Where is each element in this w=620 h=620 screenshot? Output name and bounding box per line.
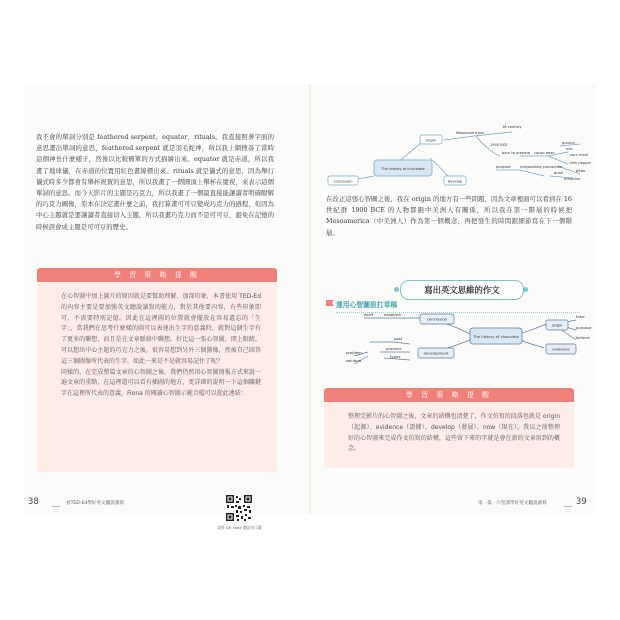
mind-map-node: solution <box>346 358 362 363</box>
mind-map-node: establish <box>384 312 402 317</box>
mind-map-node: origin <box>551 322 563 328</box>
mind-map-node: develop <box>447 179 463 184</box>
tip-text: 整理完影片的心智圖之後，文章的結構也清楚了，作文仿寫的段落也就是 origin（起源）、evidence（證據）、develop（發展）、now（現在）。我以之前整理好的心智圖來完成作文仿寫的結構，這些留下來的字就是會在新的文章用到的概念。 <box>348 413 560 453</box>
mind-map-node: origin <box>425 138 437 143</box>
mind-map-node: development <box>423 350 449 356</box>
mind-map-node: 16 century <box>502 125 522 129</box>
mind-map-node: 1900 BCE <box>490 143 508 147</box>
footer-divider <box>52 506 60 507</box>
section-title-dot <box>394 287 399 292</box>
mind-map-node: produce <box>386 346 402 351</box>
mind-map-node: types <box>390 354 401 359</box>
right-body-paragraph: 在改正這張心智圖之後，我在 origin 的地方有一些問題，因為文章裡面可以看到在 16 世紀群 1900 BCE 的人物都跟中美洲人有關係，所以我在第一階層的時候把 Mesoamerica（中美洲人）作為第一個概念，再把發生的時間跟細節寫在下一個階層。 <box>326 195 572 237</box>
book-spread <box>24 84 596 530</box>
page-number-right: 39 <box>576 496 587 506</box>
mind-map-node: mix <box>566 147 573 151</box>
mind-map-node: believe <box>576 335 590 340</box>
mind-map-node: conclusion <box>426 316 448 322</box>
mind-map-node: past <box>394 336 403 341</box>
ribbon-icon <box>326 299 334 307</box>
mind-map-node: medicine <box>564 177 581 181</box>
mind-map-node: purpose <box>576 325 592 330</box>
left-page <box>24 84 304 530</box>
mind-map-node: cacao bean <box>534 151 555 155</box>
qr-caption: 請掃 QR code 聽語音示範 <box>217 525 262 530</box>
mind-map-node: ground <box>562 141 575 145</box>
footer-title-right: 第一篇 ‧ 六堂課學好英文聽說讀寫 <box>478 501 547 506</box>
book-gutter <box>309 84 311 514</box>
mind-map-center-label: The history of chocolate <box>381 167 425 171</box>
mind-map-node: drink <box>554 171 564 175</box>
mind-map-node: bitter <box>576 169 586 173</box>
mind-map-node: Mesoamericans <box>456 131 485 135</box>
qr-code-icon[interactable] <box>225 494 253 522</box>
mind-map-node: invigorating concoction <box>520 165 563 169</box>
footer-title-left: 看TED-Ed學好英文聽說讀寫 <box>66 501 125 506</box>
mind-map-node: corn meal <box>570 153 588 157</box>
learning-tip-box <box>324 388 574 468</box>
section-title: 寫出英文思維的作文 <box>400 280 524 300</box>
mind-map-node: problem <box>346 350 362 355</box>
mind-map-center-label: The history of chocolate <box>473 334 519 339</box>
mind-map-node: evidence <box>552 346 570 352</box>
tip-text: 在心智圖中加上圖片的原因就是要幫助理解、加深印象，本書使用 TED-Ed 的內容主要是要加強英文聽說讀寫的能力，對於其他要內容，有些印象即可，不需要特別記憶。因此在這裡圖的位置就會擺放在容易遺忘的「生字」，當我們在思考什麼樣的圖可以表達出生字的意義時，就對這個生字有了更多的聯想，而且是在文章脈絡中聯想。好比這一張心智圖，閉上眼睛，可以想出中心主題的巧克力之後，很容易想到另外三個圖像，然後自己回答這三個圖像所代表的生字，如此一來是不是就容易記住了呢？ 同樣的，在完成整篇文章的心智圖之後，我們仍然用心智圖簡報方式來說一遍文章的重點，在這裡還可以看有插圖的地方，更詳細的說明一下這個關鍵字在這裡所代表的意義，Fiona 的閱讀心智圖示範音檔可以從此連結： <box>61 293 261 398</box>
mind-map-node: born to prepare <box>502 151 531 155</box>
mind-map-diagram-bottom <box>324 312 596 378</box>
left-body-paragraph: 我不會的單詞分別是 feathered serpent、equator、rituals。我直接照著字面的意思畫出單詞的意思，feathered serpent 就是羽毛蛇神，所以我上網搜尋了當時這個神長什麼樣子，然後以比較簡單的方式描繪出來。equator 就是赤道，所以我畫了地球儀，在赤道的位置用紅色畫線標出來。rituals 就是儀式的意思，因為舉行儀式時多少都會有舉杯祝賀的意思，所以我畫了一個圓頂上舉杯在慶祝，來表示這個單詞的意思。而今天影片的主題是巧克力，所以我畫了一個最直接能讓讀者明確瞭解的巧克力圖像，原本在決定畫什麼之前，我打算畫可可豆變成巧克力的過程，但因為中心主題就是要讓讀者直接切入主題，所以我畫巧克力而不是可可豆，避免在記憶的時候誤會成主題是可可豆的歷史。 <box>36 133 274 231</box>
mind-map-node: chili pepper <box>570 161 592 165</box>
tip-header: 學 習 策 略 提 醒 <box>324 388 574 402</box>
mind-map-node: time <box>576 314 585 319</box>
mind-map-node: conclusion <box>333 179 353 184</box>
page-number-left: 38 <box>28 496 39 506</box>
right-page <box>316 84 596 514</box>
mind-map-node: purpose <box>496 165 511 169</box>
mind-map-node: itself <box>364 312 374 317</box>
section-title-dot <box>523 287 528 292</box>
mind-map-diagram-top <box>324 84 596 188</box>
section-subtitle: 運用心智圖設打草稿 <box>336 301 398 309</box>
footer-divider <box>564 506 572 507</box>
tip-header: 學 習 策 略 提 醒 <box>37 268 277 282</box>
